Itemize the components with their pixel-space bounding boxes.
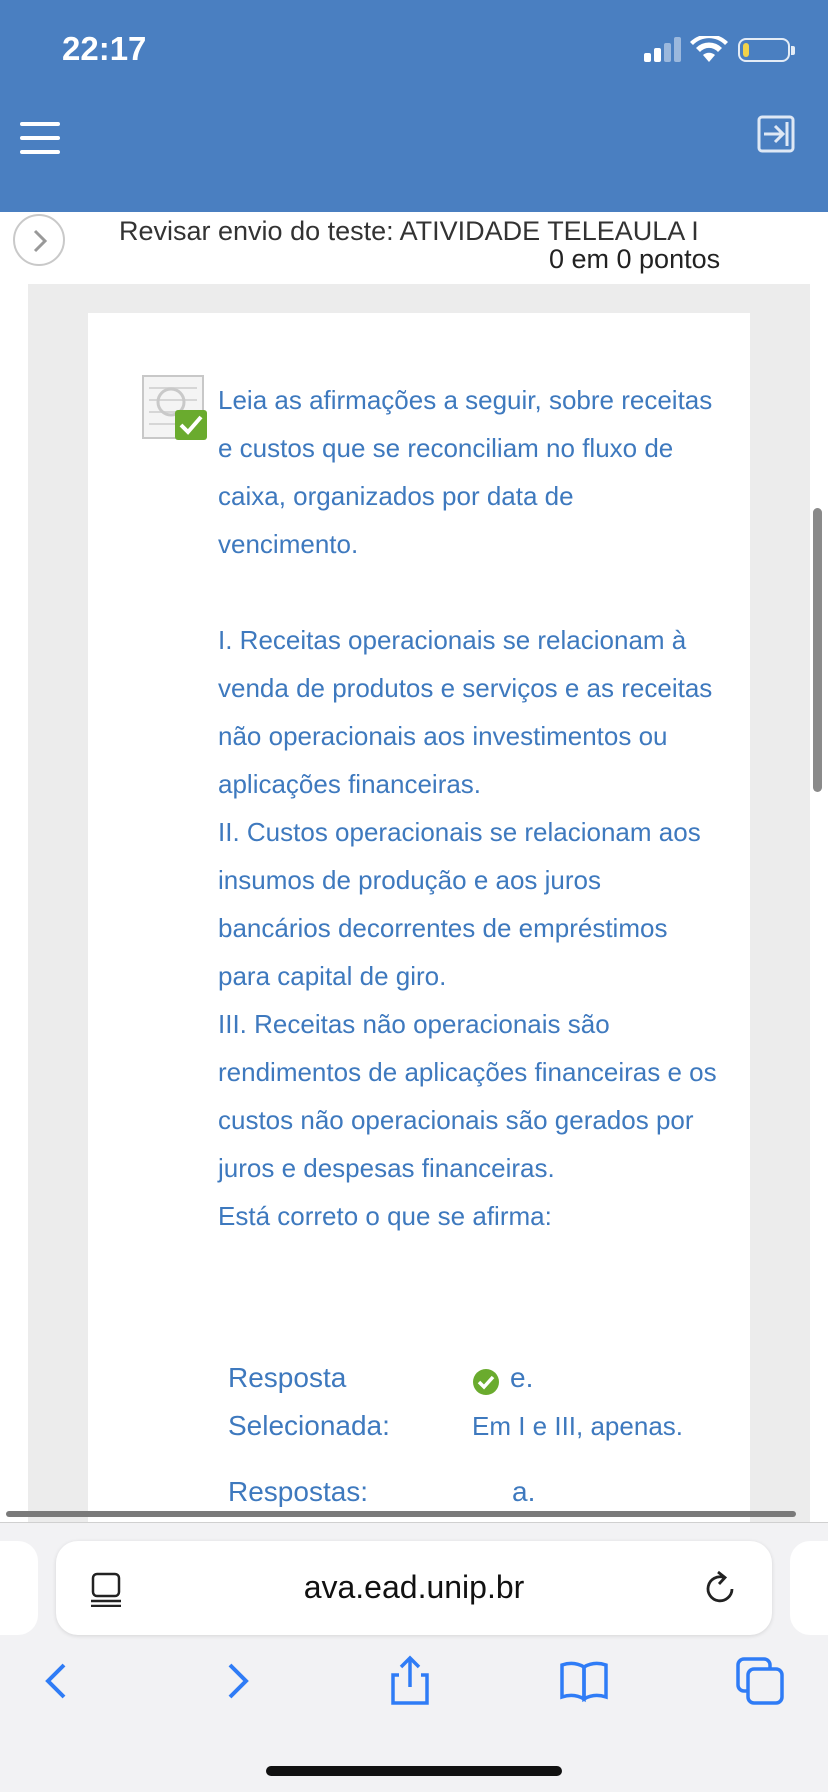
top-bar: [0, 0, 828, 212]
status-icons: [644, 36, 794, 66]
question-text: [218, 376, 718, 1240]
response-option-a: a.: [512, 1476, 536, 1507]
logout-icon[interactable]: [756, 114, 796, 154]
vertical-scrollbar[interactable]: [813, 508, 822, 792]
signal-icon: [644, 36, 684, 62]
selected-answer-text: Em I e III, apenas.: [472, 1411, 683, 1441]
previous-tab-peek[interactable]: [0, 1541, 38, 1635]
check-circle-icon: [472, 1368, 500, 1396]
score-text: 0 em 0 pontos: [549, 244, 721, 274]
url-text[interactable]: ava.ead.unip.br: [303, 1569, 525, 1605]
statement-3: III. Receitas não operacionais são rendimentos de aplicações financeiras e os custos não operacionais são gerados por juros e despesas financeiras.: [218, 1009, 717, 1183]
chevron-right-icon: [29, 228, 51, 254]
reload-icon[interactable]: [702, 1569, 738, 1607]
selected-answer-letter: e.: [510, 1362, 534, 1393]
menu-button[interactable]: [20, 122, 60, 154]
correct-answer-icon: [141, 374, 209, 442]
book-icon[interactable]: [558, 1655, 610, 1707]
selected-answer-label: Resposta Selecionada:: [228, 1362, 390, 1441]
statement-2: II. Custos operacionais se relacionam aos insumos de produção e aos juros bancários decorrentes de empréstimos para capital de giro.: [218, 817, 701, 991]
status-time: 22:17: [62, 30, 147, 67]
horizontal-scrollbar[interactable]: [6, 1511, 796, 1517]
statement-1: I. Receitas operacionais se relacionam à venda de produtos e serviços e as receitas não operacionais aos investimentos ou aplicações financeiras.: [218, 625, 713, 799]
address-bar[interactable]: [56, 1541, 772, 1635]
tabs-icon[interactable]: [734, 1655, 786, 1707]
chevron-left-icon[interactable]: [32, 1655, 84, 1707]
home-indicator: [266, 1766, 562, 1776]
browser-bottom-bar: [0, 1522, 828, 1792]
question-intro: Leia as afirmações a seguir, sobre receitas e custos que se reconciliam no fluxo de caixa, organizados por data de vencimento.: [218, 385, 713, 559]
page-header: [0, 212, 828, 284]
chevron-right-icon[interactable]: [210, 1655, 262, 1707]
hamburger-icon: [20, 122, 60, 126]
question-prompt: Está correto o que se afirma:: [218, 1201, 552, 1231]
battery-icon: [738, 38, 790, 62]
page-title: Revisar envio do teste: ATIVIDADE TELEAULA I: [119, 216, 699, 246]
expand-button[interactable]: [13, 214, 65, 266]
next-tab-peek[interactable]: [790, 1541, 828, 1635]
responses-label: Respostas:: [228, 1476, 369, 1507]
share-icon[interactable]: [384, 1655, 436, 1707]
wifi-icon: [690, 36, 728, 64]
